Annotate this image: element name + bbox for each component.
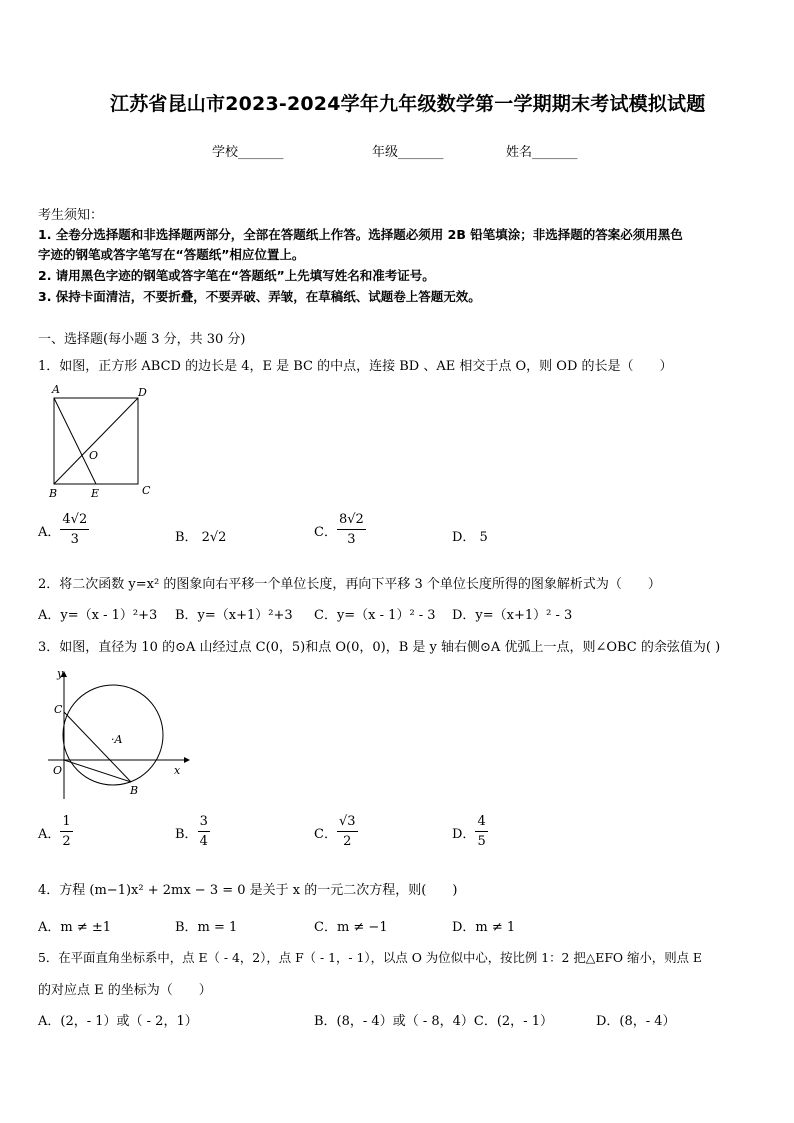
option-c-label: C． xyxy=(314,524,337,540)
question-3-option-b[interactable] xyxy=(175,815,210,850)
question-2-option-d[interactable]: D．y=（x+1）² - 3 xyxy=(452,608,573,623)
question-3-figure xyxy=(36,663,196,803)
option-b-label: B． xyxy=(175,530,198,545)
question-4-option-c[interactable]: C．m ≠ −1 xyxy=(314,920,388,935)
question-1-option-b[interactable] xyxy=(175,526,226,545)
question-1-option-d[interactable] xyxy=(452,526,488,545)
option-b-value: 2√2 xyxy=(201,530,227,545)
figure-label-d: D xyxy=(138,386,147,399)
fraction-denominator: 3 xyxy=(70,532,79,548)
question-5-option-a[interactable]: A．(2，- 1）或（ - 2，1） xyxy=(38,1014,198,1029)
section-heading: 一、选择题(每小题 3 分，共 30 分) xyxy=(38,332,246,347)
notice-item-1-line-1: 1. 全卷分选择题和非选择题两部分，全部在答题纸上作答。选择题必须用 2B 铅笔填涂；非选择题的答案必须用黑色 xyxy=(38,227,683,242)
question-1-figure xyxy=(44,382,159,500)
figure-label-o: O xyxy=(53,764,63,777)
fraction-denominator: 3 xyxy=(347,532,356,548)
fraction-numerator: 3 xyxy=(198,815,210,832)
name-field: 姓名_______ xyxy=(506,145,578,160)
fraction-denominator: 4 xyxy=(199,834,208,850)
option-d-value: 5 xyxy=(479,530,488,545)
notice-item-3: 3. 保持卡面清洁，不要折叠，不要弄破、弄皱，在草稿纸、试题卷上答题无效。 xyxy=(38,289,481,304)
figure-label-c: C xyxy=(142,484,151,497)
notice-item-1-line-2: 字迹的钢笔或答字笔写在“答题纸”相应位置上。 xyxy=(38,247,305,262)
fraction-numerator: 8√2 xyxy=(337,513,366,530)
question-3-option-a[interactable] xyxy=(38,815,73,850)
grade-field: 年级_______ xyxy=(372,145,444,160)
question-2-option-a[interactable]: A．y=（x - 1）²+3 xyxy=(38,608,158,623)
axis-y-label: y xyxy=(57,667,64,680)
option-d-fraction xyxy=(475,815,487,850)
option-d-label: D． xyxy=(452,530,476,545)
figure-label-a: A xyxy=(52,383,60,396)
figure-label-a: ·A xyxy=(111,733,123,746)
question-5-text-line-2: 的对应点 E 的坐标为（ ） xyxy=(38,983,212,998)
question-5-option-d[interactable]: D．(8，- 4） xyxy=(596,1014,676,1029)
question-3-option-c[interactable] xyxy=(314,815,358,850)
page-title: 江苏省昆山市2023-2024学年九年级数学第一学期期末考试模拟试题 xyxy=(110,93,706,115)
figure-label-o: O xyxy=(89,449,99,462)
question-4-text: 4．方程 (m−1)x² + 2mx − 3 = 0 是关于 x 的一元二次方程，则( ) xyxy=(38,883,458,898)
question-1-option-c[interactable] xyxy=(314,513,366,548)
question-3-option-d[interactable] xyxy=(452,815,488,850)
figure-label-c: C xyxy=(54,703,63,716)
option-b-label: B． xyxy=(175,826,198,842)
option-a-label: A． xyxy=(38,524,61,540)
figure-label-b: B xyxy=(49,487,58,500)
option-b-fraction xyxy=(198,815,210,850)
option-a-label: A． xyxy=(38,826,61,842)
question-4-option-d[interactable]: D．m ≠ 1 xyxy=(452,920,516,935)
question-1-text: 1．如图，正方形 ABCD 的边长是 4，E 是 BC 的中点，连接 BD 、AE 相交于点 O，则 OD 的长是（ ） xyxy=(38,359,673,374)
option-c-fraction xyxy=(337,815,358,850)
fraction-numerator: 4√2 xyxy=(60,513,89,530)
question-1-option-a[interactable] xyxy=(38,513,89,548)
question-5-option-b-c[interactable]: B．(8，- 4）或（ - 8，4）C．(2，- 1） xyxy=(314,1014,553,1029)
option-a-fraction xyxy=(60,513,89,548)
fraction-denominator: 2 xyxy=(62,834,71,850)
question-3-text: 3．如图，直径为 10 的⊙A 山经过点 C(0，5)和点 O(0，0)，B 是 y 轴右侧⊙A 优弧上一点，则∠OBC 的余弦值为( ) xyxy=(38,640,721,655)
question-2-option-c[interactable]: C．y=（x - 1）² - 3 xyxy=(314,608,436,623)
figure-label-b: B xyxy=(130,784,139,797)
school-field: 学校_______ xyxy=(212,145,284,160)
option-d-label: D． xyxy=(452,826,476,842)
notice-item-2: 2. 请用黑色字迹的钢笔或答字笔在“答题纸”上先填写姓名和准考证号。 xyxy=(38,268,435,283)
question-2-option-b[interactable]: B．y=（x+1）²+3 xyxy=(175,608,293,623)
figure-label-e: E xyxy=(91,487,100,500)
notice-heading: 考生须知： xyxy=(38,208,104,223)
question-5-text-line-1: 5．在平面直角坐标系中，点 E（ - 4，2），点 F（ - 1，- 1），以点 O 为位似中心，按比例 1：2 把△EFO 缩小，则点 E xyxy=(38,950,702,965)
fraction-numerator: 1 xyxy=(60,815,72,832)
question-4-option-b[interactable]: B．m = 1 xyxy=(175,920,238,935)
question-2-text: 2．将二次函数 y=x² 的图象向右平移一个单位长度，再向下平移 3 个单位长度所得的图象解析式为（ ） xyxy=(38,577,661,592)
axis-x-label: x xyxy=(174,764,181,777)
question-4-option-a[interactable]: A．m ≠ ±1 xyxy=(38,920,112,935)
option-c-fraction xyxy=(337,513,366,548)
fraction-denominator: 5 xyxy=(477,834,486,850)
option-c-label: C． xyxy=(314,826,337,842)
fraction-numerator: 4 xyxy=(475,815,487,832)
fraction-denominator: 2 xyxy=(343,834,352,850)
fraction-numerator: √3 xyxy=(337,815,358,832)
option-a-fraction xyxy=(60,815,72,850)
